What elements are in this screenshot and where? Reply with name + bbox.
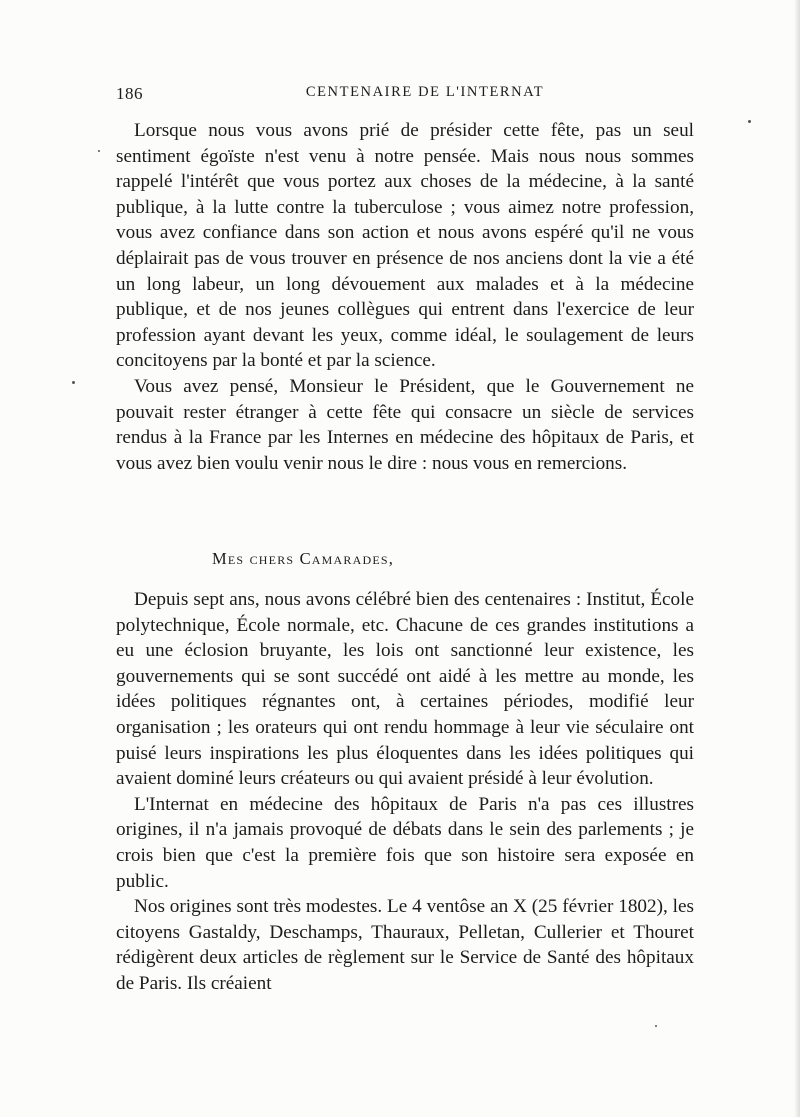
text-block-history — [116, 587, 694, 997]
text-block-intro — [116, 118, 694, 476]
paragraph: Lorsque nous vous avons prié de présider cette fête, pas un seul sentiment égoïste n'est venu à notre pensée. Mais nous nous sommes rappelé l'intérêt que vous portez aux choses de la médecine, à la santé publique, à la lutte contre la tuberculose ; vous aimez notre profession, vous avez confiance dans son action et nous avons espéré qu'il ne vous déplairait pas de vous trouver en présence de nos anciens dont la vie a été un long labeur, un long dévouement aux malades et à la médecine publique, et de nos jeunes collègues qui entrent dans l'exercice de leur profession ayant devant les yeux, comme idéal, le soulagement de leurs concitoyens par la bonté et par la science. — [116, 120, 694, 372]
page-edge-shadow — [794, 0, 800, 1117]
paragraph: Depuis sept ans, nous avons célébré bien des centenaires : Institut, École polytechnique, École normale, etc. Chacune de ces grandes institutions a eu une éclosion bruyante, les lois ont sanctionné leur existence, les gouvernements qui se sont succédé ont aidé à les mettre au monde, les idées politiques régnantes ont, à certaines périodes, modifié leur organisation ; les orateurs qui ont rendu hommage à leur vie séculaire ont puisé leurs inspirations les plus éloquentes dans les idées politiques qui avaient dominé leurs créateurs ou qui avaient présidé à leur évolution. — [116, 589, 694, 790]
paragraph: L'Internat en médecine des hôpitaux de Paris n'a pas ces illustres origines, il n'a jamais provoqué de débats dans le sein des parlements ; je crois bien que c'est la première fois que son histoire sera exposée en public. — [116, 793, 694, 892]
running-header — [116, 84, 694, 108]
scan-speck — [655, 1025, 657, 1027]
paragraph: Nos origines sont très modestes. Le 4 ventôse an X (25 février 1802), les citoyens Gastaldy, Deschamps, Thauraux, Pelletan, Cullerier et Thouret rédigèrent deux articles de règlement sur le Service de Santé des hôpitaux de Paris. Ils créaient — [116, 896, 694, 994]
scan-speck — [72, 381, 75, 384]
salutation-heading: Mes chers Camarades, — [212, 549, 395, 568]
scan-speck — [98, 150, 100, 152]
running-title: CENTENAIRE DE L'INTERNAT — [305, 84, 545, 100]
scan-speck — [748, 120, 751, 123]
paragraph: Vous avez pensé, Monsieur le Président, que le Gouvernement ne pouvait rester étranger à cette fête qui consacre un siècle de services rendus à la France par les Internes en médecine des hôpitaux de Paris, et vous avez bien voulu venir nous le dire : nous vous en remercions. — [116, 375, 694, 474]
page-number: 186 — [116, 84, 143, 103]
